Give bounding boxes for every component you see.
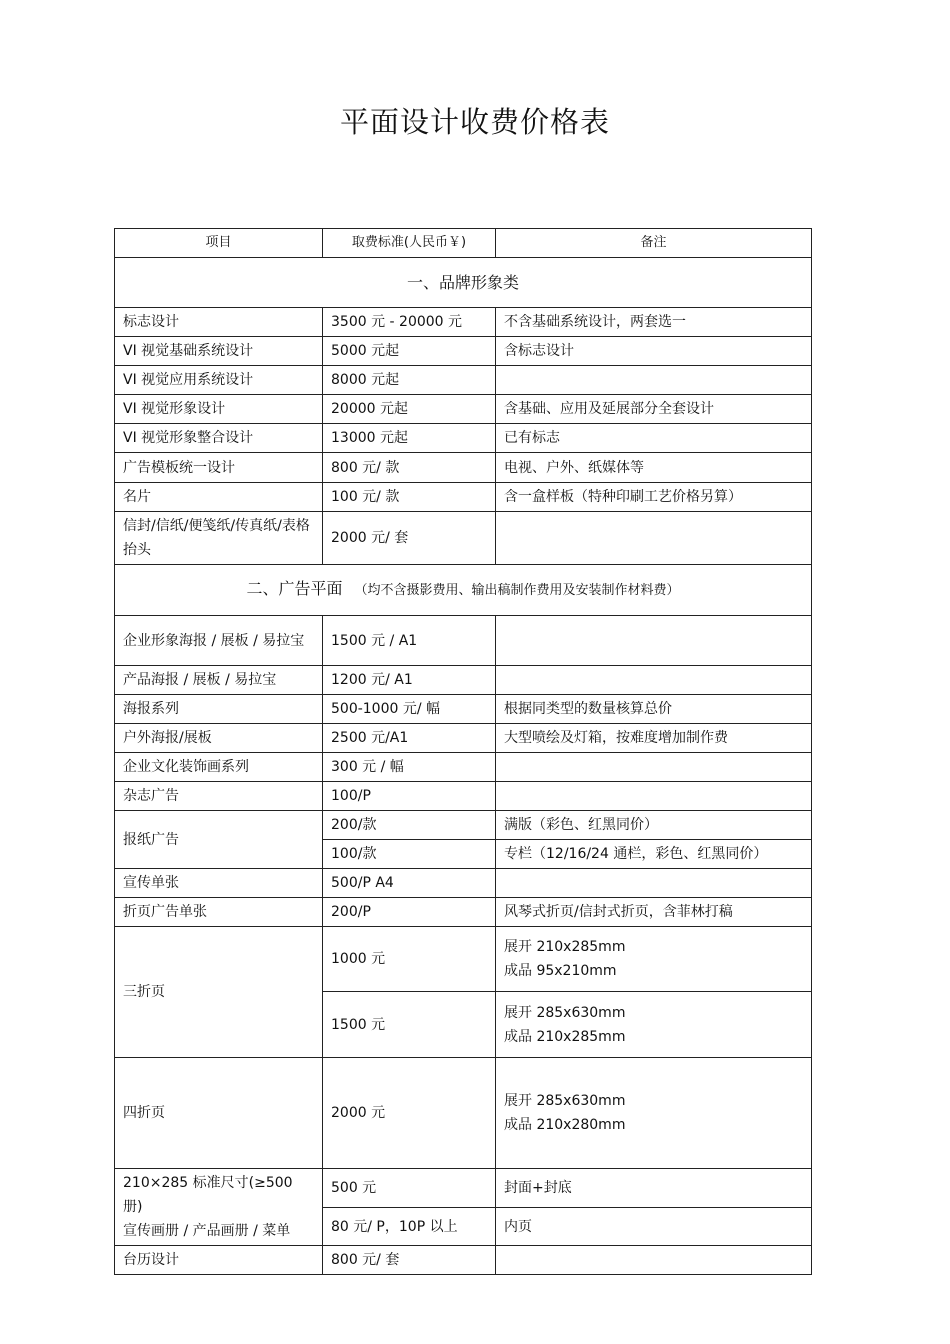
- note-cell: 含基础、应用及延展部分全套设计: [496, 395, 812, 424]
- note-cell: 已有标志: [496, 424, 812, 453]
- note-cell: 含一盒样板（特种印刷工艺价格另算）: [496, 483, 812, 512]
- note-cell: 封面+封底: [496, 1169, 812, 1208]
- item-cell: 三折页: [115, 927, 323, 1058]
- price-cell: 1000 元: [323, 927, 496, 992]
- table-row: [115, 695, 812, 724]
- note-line: 展开 285x630mm: [504, 1004, 626, 1021]
- item-cell: 折页广告单张: [115, 898, 323, 927]
- price-cell: 8000 元起: [323, 366, 496, 395]
- item-cell: 广告模板统一设计: [115, 453, 323, 483]
- table-row: [115, 424, 812, 453]
- note-cell: 内页: [496, 1208, 812, 1246]
- item-cell: 杂志广告: [115, 782, 323, 811]
- note-cell: [496, 1058, 812, 1169]
- table-row: [115, 308, 812, 337]
- price-cell: 1500 元: [323, 992, 496, 1058]
- note-cell: 风琴式折页/信封式折页，含菲林打稿: [496, 898, 812, 927]
- table-header-row: [115, 229, 812, 258]
- price-cell: 800 元/ 套: [323, 1246, 496, 1275]
- price-cell: 200/P: [323, 898, 496, 927]
- price-cell: 100 元/ 款: [323, 483, 496, 512]
- table-row: [115, 869, 812, 898]
- table-row: [115, 366, 812, 395]
- note-cell: 不含基础系统设计，两套选一: [496, 308, 812, 337]
- price-cell: 100/款: [323, 840, 496, 869]
- item-cell: 企业文化装饰画系列: [115, 753, 323, 782]
- item-cell: 产品海报 / 展板 / 易拉宝: [115, 666, 323, 695]
- table-row: [115, 453, 812, 483]
- price-cell: 500-1000 元/ 幅: [323, 695, 496, 724]
- table-row: [115, 395, 812, 424]
- item-cell: VI 视觉形象设计: [115, 395, 323, 424]
- item-cell: 信封/信纸/便笺纸/传真纸/表格抬头: [115, 512, 323, 565]
- note-cell: [496, 992, 812, 1058]
- price-cell: 3500 元 - 20000 元: [323, 308, 496, 337]
- price-cell: 2000 元/ 套: [323, 512, 496, 565]
- item-cell: 四折页: [115, 1058, 323, 1169]
- item-cell: VI 视觉基础系统设计: [115, 337, 323, 366]
- price-cell: 300 元 / 幅: [323, 753, 496, 782]
- header-price: 取费标准(人民币￥): [323, 229, 496, 258]
- price-cell: 1500 元 / A1: [323, 616, 496, 666]
- table-row: [115, 483, 812, 512]
- note-cell: [496, 753, 812, 782]
- price-cell: 5000 元起: [323, 337, 496, 366]
- item-cell: 海报系列: [115, 695, 323, 724]
- item-cell: 企业形象海报 / 展板 / 易拉宝: [115, 616, 323, 666]
- section-title: 一、品牌形象类: [115, 258, 812, 308]
- price-cell: 20000 元起: [323, 395, 496, 424]
- item-cell: [115, 1169, 323, 1246]
- note-cell: 电视、户外、纸媒体等: [496, 453, 812, 483]
- note-line: 展开 210x285mm: [504, 939, 626, 955]
- item-cell: 宣传单张: [115, 869, 323, 898]
- price-cell: 800 元/ 款: [323, 453, 496, 483]
- note-cell: 大型喷绘及灯箱，按难度增加制作费: [496, 724, 812, 753]
- price-cell: 13000 元起: [323, 424, 496, 453]
- note-line: 展开 285x630mm: [504, 1093, 626, 1109]
- table-row: [115, 782, 812, 811]
- item-cell: 报纸广告: [115, 811, 323, 869]
- note-cell: [496, 782, 812, 811]
- note-cell: [496, 366, 812, 395]
- note-cell: 含标志设计: [496, 337, 812, 366]
- item-cell: 台历设计: [115, 1246, 323, 1275]
- table-row: [115, 1058, 812, 1169]
- note-cell: 专栏（12/16/24 通栏，彩色、红黑同价）: [496, 840, 812, 869]
- price-cell: 1200 元/ A1: [323, 666, 496, 695]
- item-line: 210×285 标准尺寸(≥500 册): [123, 1175, 293, 1215]
- note-line: 成品 210x285mm: [504, 1028, 626, 1045]
- note-cell: [496, 869, 812, 898]
- price-cell: 500 元: [323, 1169, 496, 1208]
- header-note: 备注: [496, 229, 812, 258]
- page-title: 平面设计收费价格表: [339, 105, 610, 139]
- table-row: [115, 512, 812, 565]
- section-subtitle: （均不含摄影费用、输出稿制作费用及安装制作材料费）: [354, 583, 680, 598]
- note-cell: [496, 927, 812, 992]
- table-row: [115, 753, 812, 782]
- price-cell: 200/款: [323, 811, 496, 840]
- table-row: [115, 337, 812, 366]
- table-row: [115, 1246, 812, 1275]
- table-row: [115, 811, 812, 840]
- section-cell: [115, 565, 812, 616]
- note-cell: [496, 1246, 812, 1275]
- table-row: [115, 898, 812, 927]
- price-cell: 2500 元/A1: [323, 724, 496, 753]
- item-cell: 标志设计: [115, 308, 323, 337]
- item-cell: VI 视觉应用系统设计: [115, 366, 323, 395]
- section-row-ads: [115, 565, 812, 616]
- table-row: [115, 927, 812, 992]
- item-cell: 名片: [115, 483, 323, 512]
- section-row-brand: [115, 258, 812, 308]
- item-cell: VI 视觉形象整合设计: [115, 424, 323, 453]
- section-title: 二、广告平面: [246, 579, 343, 598]
- note-cell: [496, 666, 812, 695]
- header-item: 项目: [115, 229, 323, 258]
- price-cell: 2000 元: [323, 1058, 496, 1169]
- price-cell: 100/P: [323, 782, 496, 811]
- table-row: [115, 666, 812, 695]
- note-cell: 满版（彩色、红黑同价）: [496, 811, 812, 840]
- note-cell: [496, 512, 812, 565]
- item-line: 宣传画册 / 产品画册 / 菜单: [123, 1223, 291, 1239]
- price-table: [114, 228, 812, 1275]
- note-cell: 根据同类型的数量核算总价: [496, 695, 812, 724]
- item-cell: 户外海报/展板: [115, 724, 323, 753]
- note-line: 成品 210x280mm: [504, 1117, 626, 1133]
- note-line: 成品 95x210mm: [504, 963, 617, 979]
- table-row: [115, 1169, 812, 1208]
- table-row: [115, 616, 812, 666]
- table-row: [115, 724, 812, 753]
- note-cell: [496, 616, 812, 666]
- price-cell: 500/P A4: [323, 869, 496, 898]
- price-cell: 80 元/ P，10P 以上: [323, 1208, 496, 1246]
